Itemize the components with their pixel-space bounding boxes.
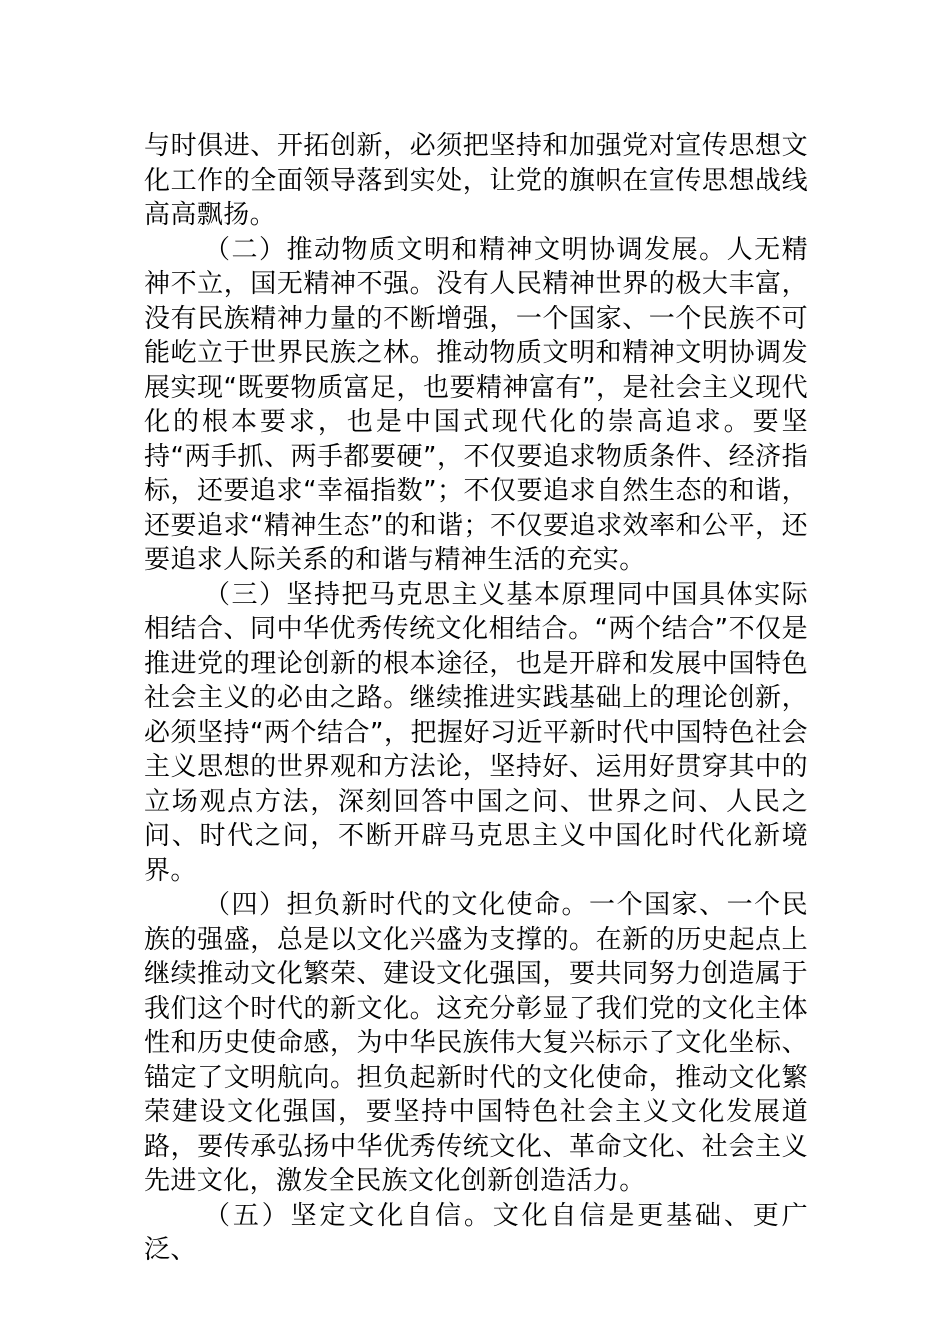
paragraph-section-3: （三）坚持把马克思主义基本原理同中国具体实际相结合、同中华优秀传统文化相结合。“两个结合”不仅是推进党的理论创新的根本途径，也是开辟和发展中国特色社会主义的必由之路。继续推进实践基础上的理论创新，必须坚持“两个结合”，把握好习近平新时代中国特色社会主义思想的世界观和方法论，坚持好、运用好贯穿其中的立场观点方法，深刻回答中国之问、世界之问、人民之问、时代之问，不断开辟马克思主义中国化时代化新境界。 [144,579,808,886]
paragraph-section-5: （五）坚定文化自信。文化自信是更基础、更广泛、 [144,1200,808,1265]
paragraph-section-2: （二）推动物质文明和精神文明协调发展。人无精神不立，国无精神不强。没有人民精神世界的极大丰富，没有民族精神力量的不断增强，一个国家、一个民族不可能屹立于世界民族之林。推动物质文明和精神文明协调发展实现“既要物质富足，也要精神富有”，是社会主义现代化的根本要求，也是中国式现代化的崇高追求。要坚持“两手抓、两手都要硬”，不仅要追求物质条件、经济指标，还要追求“幸福指数”；不仅要追求自然生态的和谐，还要追求“精神生态”的和谐；不仅要追求效率和公平，还要追求人际关系的和谐与精神生活的充实。 [144,234,808,575]
paragraph-section-4: （四）担负新时代的文化使命。一个国家、一个民族的强盛，总是以文化兴盛为支撑的。在新的历史起点上继续推动文化繁荣、建设文化强国，要共同努力创造属于我们这个时代的新文化。这充分彰显了我们党的文化主体性和历史使命感，为中华民族伟大复兴标示了文化坐标、锚定了文明航向。担负起新时代的文化使命，推动文化繁荣建设文化强国，要坚持中国特色社会主义文化发展道路，要传承弘扬中华优秀传统文化、革命文化、社会主义先进文化，激发全民族文化创新创造活力。 [144,890,808,1196]
document-body [144,129,808,1268]
paragraph-continuation: 与时俱进、开拓创新，必须把坚持和加强党对宣传思想文化工作的全面领导落到实处，让党的旗帜在宣传思想战线高高飘扬。 [144,131,808,230]
